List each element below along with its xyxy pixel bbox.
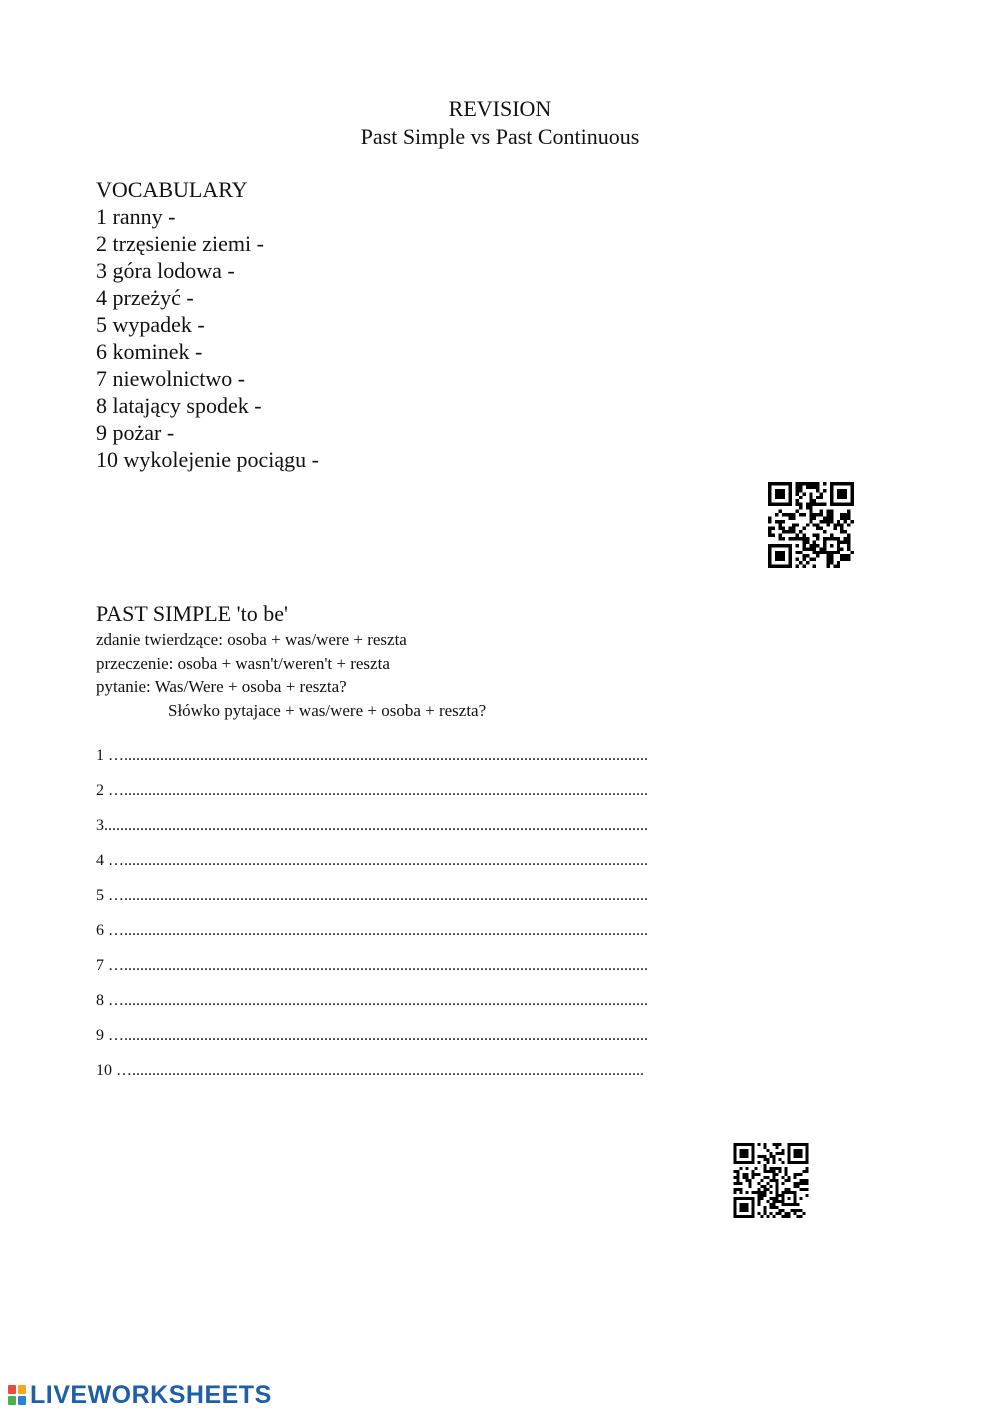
page-title: REVISION xyxy=(448,96,552,121)
page-subtitle: Past Simple vs Past Continuous xyxy=(360,124,640,149)
vocabulary-heading: VOCABULARY xyxy=(96,177,248,202)
liveworksheets-logo xyxy=(8,1381,272,1409)
grammar-section xyxy=(96,600,486,722)
logo-block xyxy=(8,1385,16,1394)
vocabulary-item: 9 pożar - xyxy=(96,420,175,445)
vocabulary-item: 2 trzęsienie ziemi - xyxy=(96,231,264,256)
answer-line[interactable]: 5 …................................................................................................................................... xyxy=(96,887,648,904)
logo-text: LIVEWORKSHEETS xyxy=(30,1380,272,1409)
liveworksheets-logo-icon xyxy=(8,1385,26,1405)
answer-line[interactable]: 3........................................................................................................................................ xyxy=(96,817,648,834)
logo-block xyxy=(8,1396,16,1405)
vocabulary-item: 10 wykolejenie pociągu - xyxy=(96,447,319,472)
grammar-rule-affirmative: zdanie twierdzące: osoba + was/were + reszta xyxy=(96,630,407,649)
vocabulary-item: 8 latający spodek - xyxy=(96,393,262,418)
grammar-rule-negative: przeczenie: osoba + wasn't/weren't + reszta xyxy=(96,653,390,673)
logo-block xyxy=(18,1396,26,1405)
answer-line[interactable]: 9 …................................................................................................................................... xyxy=(96,1027,648,1044)
answer-line[interactable]: 7 …................................................................................................................................... xyxy=(96,957,648,974)
answer-line[interactable]: 1 …................................................................................................................................... xyxy=(96,747,648,764)
vocabulary-list xyxy=(96,203,319,473)
vocabulary-item: 5 wypadek - xyxy=(96,312,205,337)
vocabulary-item: 4 przeżyć - xyxy=(96,285,194,310)
grammar-rule-wh-question: Słówko pytajace + was/were + osoba + reszta? xyxy=(168,700,487,720)
vocabulary-item: 1 ranny - xyxy=(96,204,176,229)
vocabulary-item: 6 kominek - xyxy=(96,339,203,364)
qr-code-icon xyxy=(768,480,854,570)
vocabulary-section xyxy=(96,176,319,473)
answer-line[interactable]: 6 …................................................................................................................................... xyxy=(96,922,648,939)
grammar-heading: PAST SIMPLE 'to be' xyxy=(96,601,288,626)
answer-lines xyxy=(96,745,796,1095)
grammar-rule-question: pytanie: Was/Were + osoba + reszta? xyxy=(96,677,347,696)
answer-line[interactable]: 2 …................................................................................................................................... xyxy=(96,782,648,799)
vocabulary-item: 3 góra lodowa - xyxy=(96,258,235,283)
answer-line[interactable]: 10 …................................................................................................................................ xyxy=(96,1062,644,1079)
vocabulary-item: 7 niewolnictwo - xyxy=(96,366,246,391)
answer-line[interactable]: 8 …................................................................................................................................... xyxy=(96,992,648,1009)
answer-line[interactable]: 4 …................................................................................................................................... xyxy=(96,852,648,869)
qr-code-icon xyxy=(733,1143,809,1218)
logo-block xyxy=(18,1385,26,1394)
